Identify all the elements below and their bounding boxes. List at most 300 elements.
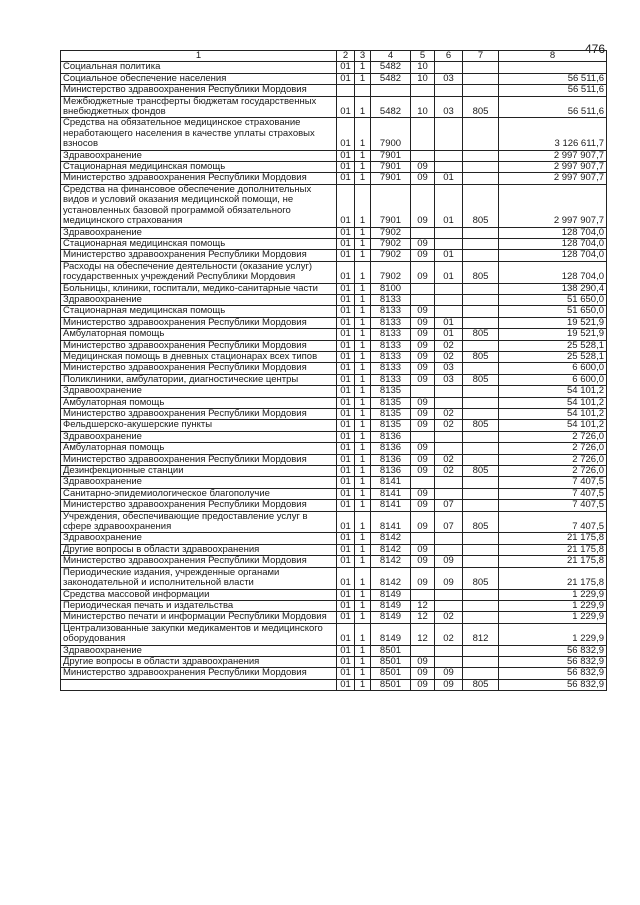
row-amount: 25 528,1 — [499, 351, 607, 362]
row-name: Министерство здравоохранения Республики Мордовия — [61, 363, 337, 374]
row-expense-type — [463, 488, 499, 499]
row-subsection: 02 — [435, 351, 463, 362]
row-target: 8142 — [371, 556, 411, 567]
row-expense-type — [463, 150, 499, 161]
row-expense-type: 805 — [463, 261, 499, 283]
table-row — [61, 283, 607, 294]
row-target: 8136 — [371, 431, 411, 442]
row-amount: 2 997 907,7 — [499, 173, 607, 184]
row-expense-type — [463, 363, 499, 374]
col-header: 5 — [411, 51, 435, 62]
table-row — [61, 600, 607, 611]
row-code-b: 1 — [355, 623, 371, 645]
row-section — [411, 283, 435, 294]
row-amount: 54 101,2 — [499, 420, 607, 431]
row-code-a: 01 — [337, 306, 355, 317]
row-name: Министерство здравоохранения Республики Мордовия — [61, 454, 337, 465]
row-subsection: 01 — [435, 184, 463, 227]
row-amount: 7 407,5 — [499, 500, 607, 511]
row-code-b: 1 — [355, 397, 371, 408]
row-name: Амбулаторная помощь — [61, 397, 337, 408]
row-code-a: 01 — [337, 62, 355, 73]
row-target: 8141 — [371, 511, 411, 533]
table-row — [61, 409, 607, 420]
row-code-b: 1 — [355, 466, 371, 477]
row-name: Здравоохранение — [61, 386, 337, 397]
row-code-b: 1 — [355, 600, 371, 611]
row-code-a: 01 — [337, 656, 355, 667]
row-amount: 2 726,0 — [499, 443, 607, 454]
row-code-a: 01 — [337, 340, 355, 351]
row-subsection: 07 — [435, 511, 463, 533]
row-subsection — [435, 162, 463, 173]
row-code-b: 1 — [355, 477, 371, 488]
row-subsection: 01 — [435, 250, 463, 261]
row-target: 7902 — [371, 238, 411, 249]
row-code-b: 1 — [355, 73, 371, 84]
row-amount: 1 229,9 — [499, 589, 607, 600]
row-subsection — [435, 488, 463, 499]
table-row — [61, 477, 607, 488]
table-row — [61, 623, 607, 645]
row-section: 09 — [411, 511, 435, 533]
row-section: 12 — [411, 600, 435, 611]
row-code-b: 1 — [355, 150, 371, 161]
row-target: 8133 — [371, 374, 411, 385]
row-name: Министерство здравоохранения Республики Мордовия — [61, 668, 337, 679]
row-section: 09 — [411, 250, 435, 261]
table-row — [61, 645, 607, 656]
row-code-a: 01 — [337, 679, 355, 690]
row-subsection — [435, 283, 463, 294]
row-name: Здравоохранение — [61, 294, 337, 305]
row-name: Здравоохранение — [61, 150, 337, 161]
row-target: 5482 — [371, 62, 411, 73]
table-row — [61, 533, 607, 544]
budget-table — [60, 50, 607, 691]
row-section: 09 — [411, 261, 435, 283]
row-code-b: 1 — [355, 544, 371, 555]
row-expense-type — [463, 645, 499, 656]
row-name: Министерство здравоохранения Республики Мордовия — [61, 317, 337, 328]
row-amount: 56 511,6 — [499, 96, 607, 118]
row-section: 09 — [411, 306, 435, 317]
row-target: 8133 — [371, 329, 411, 340]
row-amount: 1 229,9 — [499, 612, 607, 623]
row-code-b: 1 — [355, 184, 371, 227]
row-code-b: 1 — [355, 250, 371, 261]
row-section: 09 — [411, 454, 435, 465]
row-code-b: 1 — [355, 96, 371, 118]
row-code-a: 01 — [337, 118, 355, 150]
row-subsection — [435, 656, 463, 667]
row-subsection — [435, 443, 463, 454]
row-code-b: 1 — [355, 227, 371, 238]
row-name: Здравоохранение — [61, 533, 337, 544]
table-row — [61, 488, 607, 499]
row-amount: 56 832,9 — [499, 656, 607, 667]
row-section: 09 — [411, 466, 435, 477]
row-name: Министерство здравоохранения Республики Мордовия — [61, 85, 337, 96]
row-amount: 2 726,0 — [499, 431, 607, 442]
row-expense-type — [463, 600, 499, 611]
row-target: 5482 — [371, 73, 411, 84]
row-code-a: 01 — [337, 261, 355, 283]
row-code-a: 01 — [337, 623, 355, 645]
row-target: 8133 — [371, 317, 411, 328]
row-code-a: 01 — [337, 589, 355, 600]
row-expense-type — [463, 544, 499, 555]
row-section: 09 — [411, 351, 435, 362]
row-subsection: 01 — [435, 317, 463, 328]
table-row — [61, 118, 607, 150]
row-name: Другие вопросы в области здравоохранения — [61, 656, 337, 667]
table-row — [61, 250, 607, 261]
table-row — [61, 294, 607, 305]
row-name: Министерство здравоохранения Республики Мордовия — [61, 250, 337, 261]
row-amount: 1 229,9 — [499, 600, 607, 611]
row-section — [411, 294, 435, 305]
row-subsection: 03 — [435, 363, 463, 374]
row-target: 8149 — [371, 600, 411, 611]
row-name: Централизованные закупки медикаментов и медицинского оборудования — [61, 623, 337, 645]
row-amount: 56 832,9 — [499, 668, 607, 679]
row-subsection — [435, 118, 463, 150]
row-target: 8501 — [371, 679, 411, 690]
row-subsection — [435, 227, 463, 238]
table-row — [61, 656, 607, 667]
row-subsection: 02 — [435, 454, 463, 465]
row-name: Социальная политика — [61, 62, 337, 73]
row-code-b: 1 — [355, 420, 371, 431]
row-code-a: 01 — [337, 250, 355, 261]
row-name: Амбулаторная помощь — [61, 329, 337, 340]
row-target: 8142 — [371, 544, 411, 555]
row-code-b: 1 — [355, 162, 371, 173]
row-subsection: 03 — [435, 96, 463, 118]
row-subsection: 01 — [435, 329, 463, 340]
row-code-a: 01 — [337, 363, 355, 374]
table-row — [61, 351, 607, 362]
row-section — [411, 227, 435, 238]
row-section: 09 — [411, 488, 435, 499]
row-section: 12 — [411, 623, 435, 645]
row-section: 09 — [411, 329, 435, 340]
row-code-b: 1 — [355, 645, 371, 656]
row-code-b: 1 — [355, 409, 371, 420]
row-section: 09 — [411, 238, 435, 249]
row-name: Средства на финансовое обеспечение дополнительных видов и условий оказания медицинской помощи, не установленных базовой программой обязательного медицинского страхования — [61, 184, 337, 227]
row-expense-type: 805 — [463, 567, 499, 589]
row-target: 8135 — [371, 420, 411, 431]
row-expense-type — [463, 85, 499, 96]
row-target: 8142 — [371, 533, 411, 544]
row-code-a: 01 — [337, 466, 355, 477]
row-expense-type — [463, 556, 499, 567]
row-expense-type — [463, 340, 499, 351]
col-header: 2 — [337, 51, 355, 62]
row-expense-type: 805 — [463, 351, 499, 362]
row-code-a: 01 — [337, 511, 355, 533]
row-subsection: 01 — [435, 173, 463, 184]
row-target: 8501 — [371, 645, 411, 656]
row-code-a: 01 — [337, 567, 355, 589]
row-amount: 2 726,0 — [499, 466, 607, 477]
table-row — [61, 238, 607, 249]
row-name: Здравоохранение — [61, 227, 337, 238]
row-target: 8142 — [371, 567, 411, 589]
row-section: 09 — [411, 556, 435, 567]
row-target: 8133 — [371, 340, 411, 351]
row-name: Здравоохранение — [61, 477, 337, 488]
row-name: Социальное обеспечение населения — [61, 73, 337, 84]
row-expense-type: 805 — [463, 184, 499, 227]
row-subsection — [435, 386, 463, 397]
row-name: Средства массовой информации — [61, 589, 337, 600]
table-row — [61, 62, 607, 73]
row-amount: 128 704,0 — [499, 261, 607, 283]
row-section: 09 — [411, 500, 435, 511]
row-code-a: 01 — [337, 227, 355, 238]
table-row — [61, 317, 607, 328]
row-code-b: 1 — [355, 374, 371, 385]
row-code-a: 01 — [337, 386, 355, 397]
row-code-b: 1 — [355, 351, 371, 362]
row-subsection: 09 — [435, 668, 463, 679]
row-code-a: 01 — [337, 612, 355, 623]
table-row — [61, 668, 607, 679]
table-row — [61, 363, 607, 374]
row-subsection: 09 — [435, 567, 463, 589]
row-amount: 128 704,0 — [499, 238, 607, 249]
row-expense-type — [463, 306, 499, 317]
row-amount: 2 997 907,7 — [499, 150, 607, 161]
row-name: Учреждения, обеспечивающие предоставление услуг в сфере здравоохранения — [61, 511, 337, 533]
row-target: 8100 — [371, 283, 411, 294]
row-expense-type — [463, 454, 499, 465]
row-code-b: 1 — [355, 443, 371, 454]
row-amount: 21 175,8 — [499, 544, 607, 555]
row-amount: 54 101,2 — [499, 386, 607, 397]
row-subsection: 01 — [435, 261, 463, 283]
row-target: 7901 — [371, 184, 411, 227]
row-subsection: 02 — [435, 623, 463, 645]
row-expense-type — [463, 409, 499, 420]
row-section — [411, 533, 435, 544]
row-section: 12 — [411, 612, 435, 623]
row-expense-type — [463, 477, 499, 488]
row-expense-type: 805 — [463, 374, 499, 385]
row-subsection — [435, 477, 463, 488]
row-target: 7902 — [371, 227, 411, 238]
table-row — [61, 612, 607, 623]
row-target: 5482 — [371, 96, 411, 118]
row-subsection — [435, 533, 463, 544]
row-target: 8133 — [371, 294, 411, 305]
row-code-b: 1 — [355, 511, 371, 533]
row-name: Стационарная медицинская помощь — [61, 238, 337, 249]
row-code-b: 1 — [355, 340, 371, 351]
row-section — [411, 386, 435, 397]
row-section — [411, 645, 435, 656]
row-section: 09 — [411, 544, 435, 555]
col-header: 7 — [463, 51, 499, 62]
row-expense-type: 805 — [463, 96, 499, 118]
row-expense-type — [463, 397, 499, 408]
row-target: 8149 — [371, 623, 411, 645]
row-subsection: 03 — [435, 374, 463, 385]
row-code-a: 01 — [337, 374, 355, 385]
row-target: 7901 — [371, 173, 411, 184]
table-row — [61, 589, 607, 600]
row-subsection — [435, 62, 463, 73]
header-row — [61, 51, 607, 62]
row-expense-type — [463, 656, 499, 667]
row-code-b: 1 — [355, 500, 371, 511]
row-section: 09 — [411, 162, 435, 173]
row-section: 09 — [411, 317, 435, 328]
row-code-a: 01 — [337, 283, 355, 294]
row-code-a: 01 — [337, 533, 355, 544]
row-amount: 138 290,4 — [499, 283, 607, 294]
row-name: Здравоохранение — [61, 431, 337, 442]
row-expense-type: 805 — [463, 511, 499, 533]
row-amount: 7 407,5 — [499, 477, 607, 488]
row-code-a: 01 — [337, 668, 355, 679]
row-name: Стационарная медицинская помощь — [61, 162, 337, 173]
page-number: 476 — [585, 42, 606, 56]
row-code-b: 1 — [355, 556, 371, 567]
row-code-a: 01 — [337, 294, 355, 305]
row-expense-type — [463, 668, 499, 679]
row-code-b: 1 — [355, 431, 371, 442]
row-name: Здравоохранение — [61, 645, 337, 656]
row-code-a: 01 — [337, 443, 355, 454]
row-subsection: 02 — [435, 409, 463, 420]
row-expense-type — [463, 73, 499, 84]
row-code-a: 01 — [337, 420, 355, 431]
row-subsection — [435, 294, 463, 305]
row-code-b: 1 — [355, 363, 371, 374]
row-amount: 21 175,8 — [499, 533, 607, 544]
col-header: 1 — [61, 51, 337, 62]
row-code-b: 1 — [355, 306, 371, 317]
table-row — [61, 544, 607, 555]
table-row — [61, 73, 607, 84]
col-header: 6 — [435, 51, 463, 62]
row-target: 8136 — [371, 466, 411, 477]
row-name: Больницы, клиники, госпитали, медико-санитарные части — [61, 283, 337, 294]
row-amount: 19 521,9 — [499, 317, 607, 328]
row-subsection — [435, 544, 463, 555]
table-row — [61, 500, 607, 511]
table-row — [61, 173, 607, 184]
row-expense-type — [463, 238, 499, 249]
table-row — [61, 162, 607, 173]
row-code-b: 1 — [355, 118, 371, 150]
row-code-b: 1 — [355, 612, 371, 623]
row-target — [371, 85, 411, 96]
row-subsection — [435, 600, 463, 611]
row-target: 7902 — [371, 250, 411, 261]
row-code-b: 1 — [355, 283, 371, 294]
row-amount: 3 126 611,7 — [499, 118, 607, 150]
row-code-b — [355, 85, 371, 96]
row-expense-type — [463, 118, 499, 150]
row-target: 8141 — [371, 488, 411, 499]
row-expense-type — [463, 500, 499, 511]
row-section: 09 — [411, 184, 435, 227]
table-row — [61, 184, 607, 227]
row-amount: 2 997 907,7 — [499, 184, 607, 227]
col-header: 4 — [371, 51, 411, 62]
row-code-a: 01 — [337, 544, 355, 555]
row-name: Министерство здравоохранения Республики Мордовия — [61, 409, 337, 420]
row-code-b: 1 — [355, 454, 371, 465]
table-row — [61, 374, 607, 385]
row-target: 8149 — [371, 589, 411, 600]
row-name: Медицинская помощь в дневных стационарах всех типов — [61, 351, 337, 362]
row-target: 7901 — [371, 162, 411, 173]
row-code-b: 1 — [355, 261, 371, 283]
row-amount: 25 528,1 — [499, 340, 607, 351]
row-target: 7900 — [371, 118, 411, 150]
row-section: 09 — [411, 420, 435, 431]
row-section — [411, 477, 435, 488]
row-target: 8135 — [371, 409, 411, 420]
row-section: 09 — [411, 668, 435, 679]
row-amount — [499, 62, 607, 73]
row-subsection: 09 — [435, 556, 463, 567]
row-section: 09 — [411, 340, 435, 351]
row-target: 8501 — [371, 656, 411, 667]
row-amount: 21 175,8 — [499, 556, 607, 567]
row-name: Периодические издания, учрежденные органами законодательной и исполнительной власти — [61, 567, 337, 589]
row-subsection: 02 — [435, 420, 463, 431]
row-name: Стационарная медицинская помощь — [61, 306, 337, 317]
row-code-b: 1 — [355, 294, 371, 305]
row-amount: 54 101,2 — [499, 397, 607, 408]
row-target: 8141 — [371, 477, 411, 488]
row-name: Другие вопросы в области здравоохранения — [61, 544, 337, 555]
row-code-b: 1 — [355, 589, 371, 600]
table-row — [61, 329, 607, 340]
row-code-a: 01 — [337, 454, 355, 465]
row-subsection — [435, 397, 463, 408]
row-subsection: 02 — [435, 466, 463, 477]
table-row — [61, 454, 607, 465]
table-row — [61, 96, 607, 118]
row-target: 8135 — [371, 386, 411, 397]
row-name: Министерство здравоохранения Республики Мордовия — [61, 500, 337, 511]
row-code-b: 1 — [355, 567, 371, 589]
row-name: Поликлиники, амбулатории, диагностические центры — [61, 374, 337, 385]
table-row — [61, 431, 607, 442]
row-code-b: 1 — [355, 173, 371, 184]
row-subsection: 07 — [435, 500, 463, 511]
row-code-b: 1 — [355, 668, 371, 679]
row-expense-type — [463, 386, 499, 397]
row-code-a: 01 — [337, 431, 355, 442]
row-name: Санитарно-эпидемиологическое благополучие — [61, 488, 337, 499]
row-subsection: 03 — [435, 73, 463, 84]
row-subsection: 02 — [435, 340, 463, 351]
row-amount: 2 997 907,7 — [499, 162, 607, 173]
row-section: 09 — [411, 397, 435, 408]
row-target: 8141 — [371, 500, 411, 511]
row-name: Расходы на обеспечение деятельности (оказание услуг) государственных учреждений Республики Мордовия — [61, 261, 337, 283]
row-section — [411, 589, 435, 600]
